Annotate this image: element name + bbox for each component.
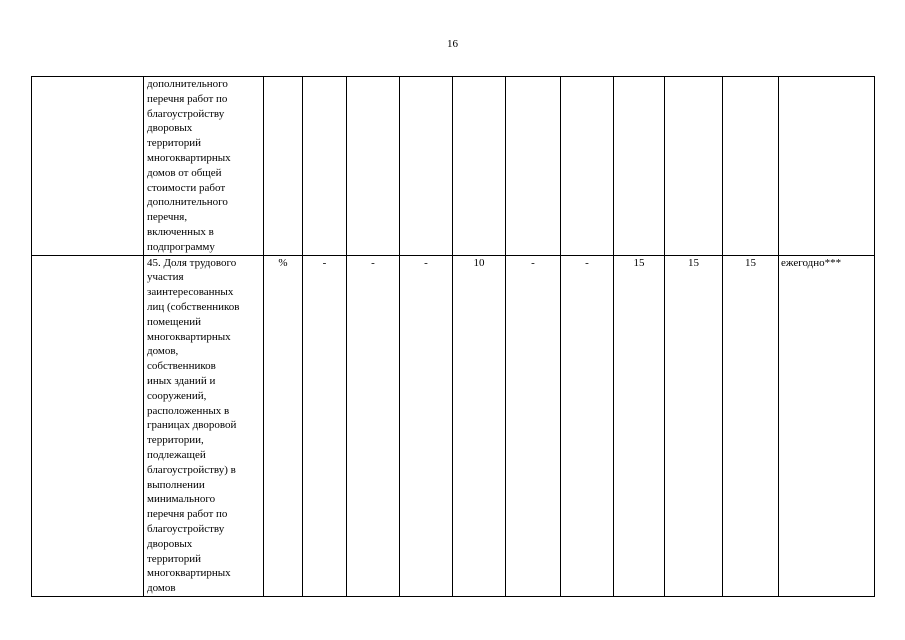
indicator-name-line: перечня,	[147, 211, 188, 224]
table-row	[32, 77, 875, 256]
unit-cell: %	[264, 255, 303, 596]
indicator-name-line: стоимости работ	[147, 181, 226, 194]
value-cell: 15	[665, 255, 723, 596]
value-cell	[303, 77, 347, 256]
value-cell	[347, 77, 400, 256]
indicator-name-line: выполнении	[147, 478, 205, 491]
indicator-name-line: перечня работ по	[147, 508, 228, 521]
value-cell: 15	[614, 255, 665, 596]
indicator-name-line: многоквартирных	[147, 151, 231, 164]
value-cell: 15	[723, 255, 779, 596]
value-cell: -	[506, 255, 561, 596]
indicator-name-line: домов	[147, 582, 176, 595]
indicator-name-line: минимального	[147, 493, 216, 506]
value-cell: -	[303, 255, 347, 596]
indicator-name-line: участия	[147, 271, 184, 284]
period-cell	[779, 77, 875, 256]
indicator-name-line: иных зданий и	[147, 374, 216, 387]
indicator-name-line: дополнительного	[147, 78, 228, 90]
indicator-name-line: 45. Доля трудового	[147, 256, 237, 269]
value-cell: -	[347, 255, 400, 596]
indicator-name-line: включенных в	[147, 225, 214, 238]
indicator-name-line: дворовых	[147, 537, 193, 550]
value-cell	[400, 77, 453, 256]
value-cell	[665, 77, 723, 256]
value-cell	[723, 77, 779, 256]
value-cell	[614, 77, 665, 256]
blank-cell	[32, 255, 144, 596]
indicator-name-line: территории,	[147, 434, 204, 447]
indicator-name-line: помещений	[147, 315, 202, 328]
value-cell	[506, 77, 561, 256]
indicator-name-line: перечня работ по	[147, 92, 228, 105]
table-row	[32, 255, 875, 596]
indicator-name-cell	[144, 77, 264, 256]
indicator-name-line: собственников	[147, 360, 216, 373]
page-number: 16	[447, 38, 458, 50]
value-cell: -	[400, 255, 453, 596]
indicator-name-line: сооружений,	[147, 389, 207, 402]
value-cell	[453, 77, 506, 256]
indicator-name-line: подпрограмму	[147, 240, 215, 253]
period-cell: ежегодно***	[779, 255, 875, 596]
indicator-name-line: лиц (собственников	[147, 300, 240, 313]
value-cell: 10	[453, 255, 506, 596]
indicator-name-line: благоустройству	[147, 107, 225, 120]
indicator-name-line: территорий	[147, 137, 202, 150]
indicator-name-line: многоквартирных	[147, 330, 231, 343]
indicators-table	[31, 76, 875, 597]
indicator-name-line: благоустройству) в	[147, 463, 236, 476]
unit-cell	[264, 77, 303, 256]
indicator-name-line: дворовых	[147, 122, 193, 135]
indicator-name-line: домов от общей	[147, 166, 222, 179]
indicator-name-line: многоквартирных	[147, 567, 231, 580]
indicator-name-line: заинтересованных	[147, 286, 234, 299]
indicator-name-line: подлежащей	[147, 448, 206, 461]
indicator-name-line: расположенных в	[147, 404, 230, 417]
indicator-name-line: границах дворовой	[147, 419, 237, 432]
value-cell	[561, 77, 614, 256]
indicator-name-line: домов,	[147, 345, 179, 358]
indicator-name-line: благоустройству	[147, 522, 225, 535]
indicator-name-line: территорий	[147, 552, 202, 565]
value-cell: -	[561, 255, 614, 596]
indicator-name-line: дополнительного	[147, 196, 228, 209]
indicator-name-cell	[144, 255, 264, 596]
blank-cell	[32, 77, 144, 256]
